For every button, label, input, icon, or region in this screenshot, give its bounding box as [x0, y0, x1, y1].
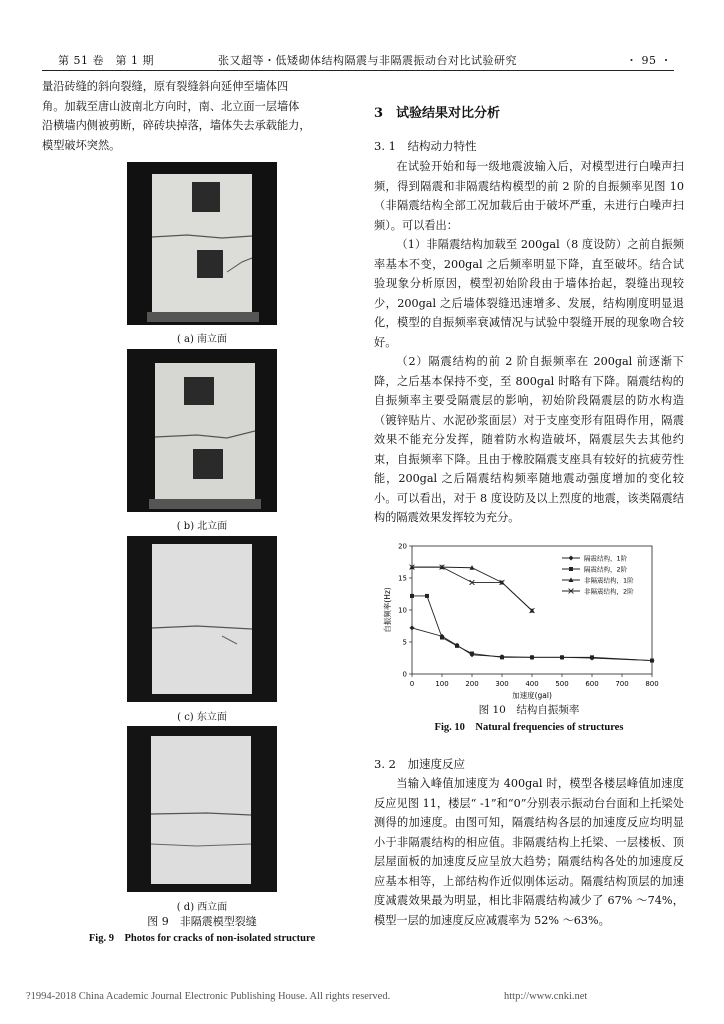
x-tick-label: 200 [465, 680, 479, 688]
paragraph: 当输入峰值加速度为 400gal 时，模型各楼层峰值加速度反应见图 11，楼层“ -1”和“0”分别表示振动台台面和上托梁处测得的加速度。由图可知，隔震结构各层的加速度反应均明显小于非隔震结构的相应值。非隔震结构上托梁、一层楼板、顶层屋面板的加速度反应呈放大趋势；隔震结构各处的加速度反应基本相等，上部结构作近似刚体运动。隔震结构顶层的加速度减震效果最为明显，相比非隔震结构减少了 67% ～74%，模型一层的加速度反应减震率为 52% ～63%。 [374, 777, 684, 927]
data-point [470, 652, 474, 656]
data-point [410, 594, 414, 598]
fig10-caption-en: Fig. 10 Natural frequencies of structures [434, 722, 624, 733]
cnki-url[interactable]: http://www.cnki.net [504, 991, 588, 1002]
y-axis-label: 自振频率(Hz) [383, 587, 392, 633]
natural-frequency-chart [380, 538, 670, 708]
x-tick-label: 600 [585, 680, 599, 688]
data-point [440, 636, 444, 640]
data-point [650, 659, 654, 663]
legend-label: 非隔震结构，2阶 [584, 587, 634, 596]
x-tick-label: 300 [495, 680, 509, 688]
legend-label: 隔震结构，1阶 [584, 554, 628, 563]
fig9-caption-cn: 图 9 非隔震模型裂缝 [147, 915, 257, 928]
running-title: 张又超等・低矮砌体结构隔震与非隔震振动台对比试验研究 [218, 54, 517, 67]
subsection-title-1: 3. 1 结构动力特性 [374, 139, 477, 153]
section-title: 3 试验结果对比分析 [374, 106, 501, 121]
y-tick-label: 5 [402, 638, 407, 647]
x-tick-label: 700 [615, 680, 629, 688]
intro-line: 量沿砖缝的斜向裂缝，原有裂缝斜向延伸至墙体四 [42, 80, 289, 93]
photo-caption-a: ( a) 南立面 [176, 334, 228, 345]
photo-caption-b: ( b) 北立面 [176, 521, 228, 532]
paragraph: 在试验开始和每一级地震波输入后，对模型进行白噪声扫频，得到隔震和非隔震结构模型的前 2 阶的自振频率见图 10（非隔震结构全部工况加载后由于破坏严重，未进行白噪声扫频）。可以看出： [374, 160, 684, 232]
fig9-caption-en: Fig. 9 Photos for cracks of non-isolated structure [88, 933, 316, 944]
legend-label: 非隔震结构，1阶 [584, 576, 634, 585]
data-point [590, 655, 594, 659]
photo-caption-d: ( d) 西立面 [176, 902, 228, 913]
intro-line: 模型破坏突然。 [42, 138, 121, 152]
photo-caption-c: ( c) 东立面 [177, 712, 227, 723]
building-photo-south [127, 162, 277, 325]
data-point [500, 655, 504, 659]
intro-line: 角。加载至唐山波南北方向时，南、北立面一层墙体 [42, 99, 300, 113]
data-point [569, 567, 573, 571]
page-number: ・ 95 ・ [626, 54, 672, 67]
intro-line: 沿横墙内侧被剪断，碎砖块掉落，墙体失去承载能力， [42, 119, 311, 132]
photo-east-elevation [127, 536, 277, 702]
paragraph: （2）隔震结构的前 2 阶自振频率在 200gal 前逐渐下降，之后基本保持不变，至 800gal 时略有下降。隔震结构的自振频率主要受隔震层的影响，初始阶段隔震层的防水构造（镀锌贴片、水泥砂浆面层）对于支座变形有阻碍作用，隔震效果不能充分发挥，随着防水构造破坏，隔震层失去其他约束，自振频率下降。且由于橡胶隔震支座具有较好的抗疲劳性能，200gal 之后隔震结构频率随地震动强度增加的变化较小。可以看出，对于 8 度设防及以上烈度的地震，该类隔震结构的隔震效果发挥较为充分。 [374, 355, 684, 524]
y-tick-label: 10 [398, 606, 407, 615]
building-photo-east [127, 536, 277, 702]
photo-west-elevation [127, 726, 277, 892]
data-point [569, 556, 574, 561]
data-point [425, 594, 429, 598]
fig10-caption-cn: 图 10 结构自振频率 [478, 704, 580, 716]
x-tick-label: 500 [555, 680, 569, 688]
photo-north-elevation [127, 349, 277, 512]
subsection-title-2: 3. 2 加速度反应 [374, 757, 465, 771]
paragraph: （1）非隔震结构加载至 200gal（8 度设防）之前自振频率基本不变，200gal 之后频率明显下降，直至破坏。结合试验现象分析原因，模型初始阶段由于墙体抬起，裂缝出现较少，200gal 之后墙体裂缝迅速增多、发展，结构刚度明显退化，模型的自振频率衰减情况与试验中裂缝开展的现象吻合较好。 [374, 238, 684, 349]
legend-label: 隔震结构，2阶 [584, 565, 628, 574]
building-photo-north [127, 349, 277, 512]
y-tick-label: 15 [398, 574, 407, 583]
x-tick-label: 100 [435, 680, 449, 688]
x-axis-label: 加速度(gal) [512, 691, 552, 700]
data-point [560, 655, 564, 659]
x-tick-label: 400 [525, 680, 539, 688]
y-tick-label: 0 [402, 670, 407, 679]
y-tick-label: 20 [398, 542, 407, 551]
photo-south-elevation [127, 162, 277, 325]
journal-volume: 第 51 卷 第 1 期 [58, 54, 154, 67]
series-line [412, 596, 652, 661]
data-point [410, 625, 415, 630]
data-point [530, 655, 534, 659]
x-tick-label: 0 [409, 680, 415, 688]
building-photo-west [127, 726, 277, 892]
header-rule [42, 70, 674, 71]
section-3-2-body [374, 774, 684, 930]
data-point [455, 644, 459, 648]
left-intro [42, 77, 354, 155]
copyright-footer: ?1994-2018 China Academic Journal Electronic Publishing House. All rights reserved. [26, 991, 391, 1002]
section-3-1-body [374, 157, 684, 528]
x-tick-label: 800 [645, 680, 659, 688]
